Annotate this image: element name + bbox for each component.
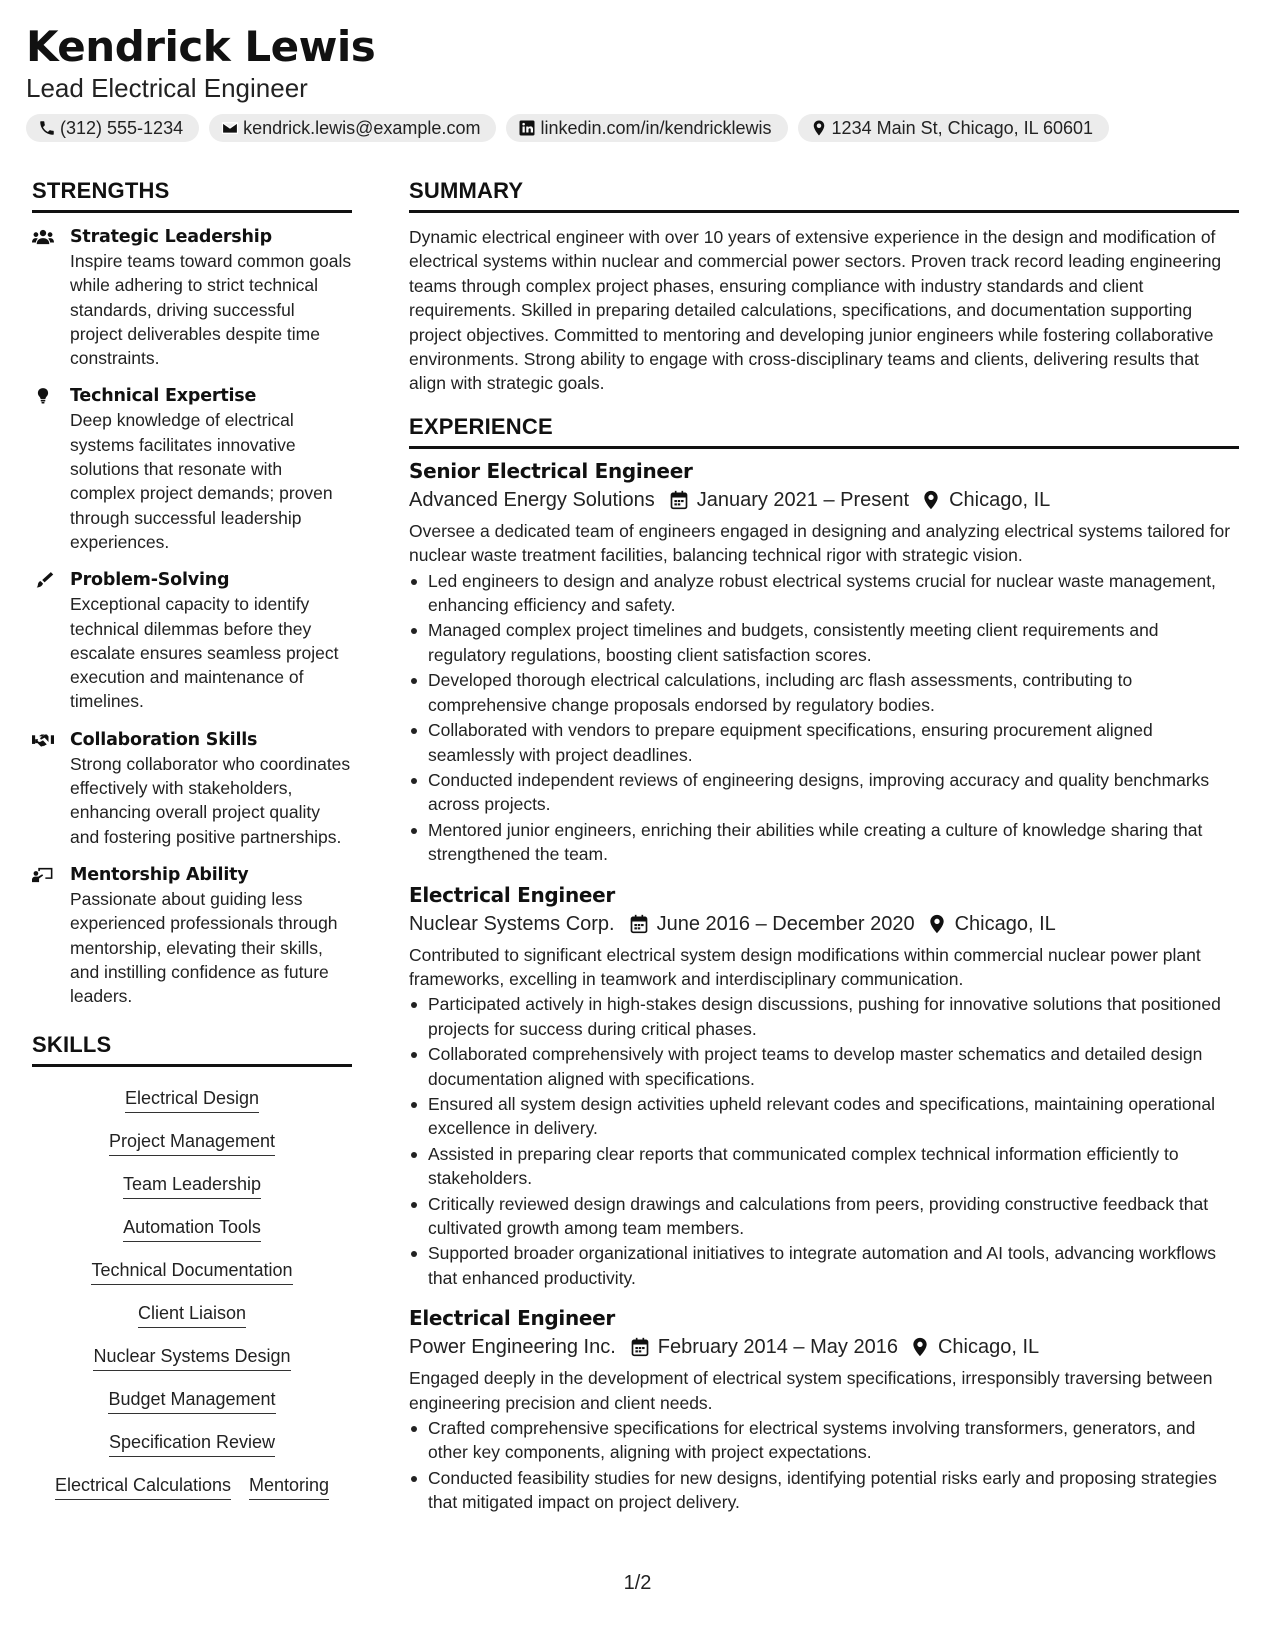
skill-tag: Electrical Calculations [55,1474,231,1500]
job-dates: January 2021 – Present [696,488,910,511]
job-title: Senior Electrical Engineer [409,458,693,483]
brush-icon [32,571,54,589]
strength-desc: Strong collaborator who coordinates effectively with stakeholders, enhancing overall project quality and fostering positive partnerships. [70,753,351,847]
skills-heading: SKILLS [32,1032,352,1067]
job-bullet: Conducted independent reviews of engineering designs, improving accuracy and quality benchmarks across projects. [409,768,1239,817]
job-meta [409,1332,1239,1362]
job-bullet: Led engineers to design and analyze robust electrical systems crucial for nuclear waste management, enhancing efficiency and safety. [409,569,1239,618]
job-company: Power Engineering Inc. [409,1336,616,1359]
contact-address [798,114,1110,142]
strength-title: Collaboration Skills [70,729,258,750]
strength-title: Problem-Solving [70,570,230,591]
strength-desc: Inspire teams toward common goals while adhering to strict technical standards, driving successful project deliverables despite time constraints. [70,251,352,369]
map-pin-icon [810,119,828,137]
linkedin-icon [518,119,536,137]
strength-desc: Exceptional capacity to identify technical dilemmas before they escalate ensures seamless project execution and maintenance of timelines. [70,594,339,712]
strength-title: Mentorship Ability [70,864,249,885]
contact-phone-text: (312) 555-1234 [60,117,184,138]
strength-item [32,728,352,849]
calendar-icon [629,914,649,934]
job-title: Electrical Engineer [409,882,615,907]
job-bullet: Supported broader organizational initiatives to integrate automation and AI tools, advancing workflows that enhanced productivity. [409,1241,1239,1290]
job-description: Contributed to significant electrical system design modifications within commercial nuclear power plant frameworks, excelling in teamwork and interdisciplinary communication. [409,944,1201,989]
job-bullet: Developed thorough electrical calculations, including arc flash assessments, contributing to comprehensive change proposals endorsed by regulatory bodies. [409,668,1239,717]
job-dates: June 2016 – December 2020 [656,912,915,935]
left-column [32,178,352,1517]
summary-heading: SUMMARY [409,178,1239,213]
job-company: Advanced Energy Solutions [409,488,655,511]
contact-address-text: 1234 Main St, Chicago, IL 60601 [831,117,1094,138]
contact-linkedin[interactable] [506,114,787,142]
skill-tag: Automation Tools [123,1216,261,1242]
job-dates: February 2014 – May 2016 [657,1336,898,1359]
job-title: Electrical Engineer [409,1306,615,1331]
strength-title: Technical Expertise [70,386,257,407]
calendar-icon [630,1337,650,1357]
contact-email[interactable] [209,114,496,142]
strength-item [32,225,352,370]
job-company: Nuclear Systems Corp. [409,912,615,935]
skill-tag: Nuclear Systems Design [93,1345,290,1371]
skill-tag: Technical Documentation [91,1259,292,1285]
job-entry [409,1304,1239,1514]
phone-icon [38,119,56,137]
skill-tag: Project Management [109,1130,275,1156]
job-bullet: Conducted feasibility studies for new designs, identifying potential risks early and proposing strategies that mitigated impact on project delivery. [409,1466,1239,1515]
contact-email-text: kendrick.lewis@example.com [243,117,481,138]
strength-desc: Passionate about guiding less experienced professionals through mentorship, elevating their skills, and instilling confidence as future leaders. [70,888,338,1007]
calendar-icon [669,490,689,510]
job-bullet: Participated actively in high-stakes design discussions, pushing for innovative solutions that positioned projects for success during critical phases. [409,992,1239,1041]
skill-tag: Budget Management [108,1388,275,1414]
strengths-heading: STRENGTHS [32,178,352,213]
job-meta [409,909,1239,939]
lightbulb-icon [32,387,54,405]
map-pin-icon [927,914,947,934]
job-description: Oversee a dedicated team of engineers engaged in designing and analyzing electrical systems tailored for nuclear waste treatment facilities, balancing technical rigor with strategic vision. [409,520,1231,566]
job-location: Chicago, IL [937,1336,1040,1359]
job-bullet: Managed complex project timelines and budgets, consistently meeting client requirements and regulatory regulations, boosting client satisfaction scores. [409,618,1239,667]
handshake-icon [32,731,54,749]
users-icon [32,228,54,246]
strength-item [32,384,352,554]
candidate-role: Lead Electrical Engineer [26,73,308,103]
skill-tag: Team Leadership [123,1173,261,1199]
right-column [409,178,1239,1529]
map-pin-icon [921,490,941,510]
job-bullet: Critically reviewed design drawings and calculations from peers, providing constructive feedback that cultivated growth among team members. [409,1192,1239,1241]
contact-bar [26,114,1109,142]
job-bullets [409,1416,1239,1515]
job-entry [409,881,1239,1291]
job-location: Chicago, IL [954,912,1056,935]
candidate-name: Kendrick Lewis [26,22,376,71]
job-bullet: Crafted comprehensive specifications for electrical systems involving transformers, generators, and other key components, aligning with project expectations. [409,1416,1239,1465]
job-bullet: Ensured all system design activities upheld relevant codes and specifications, maintaining operational excellence in delivery. [409,1092,1239,1141]
skill-tag: Mentoring [249,1474,329,1500]
job-bullet: Assisted in preparing clear reports that communicated complex technical information efficiently to stakeholders. [409,1142,1239,1191]
summary-text: Dynamic electrical engineer with over 10 years of extensive experience in the design and modification of electrical systems within nuclear and commercial power sectors. Proven track record leading engineering teams through complex project phases, ensuring compliance with industry standards and client requirements. Skilled in preparing detailed calculations, specifications, and documentation supporting project objectives. Committed to mentoring and developing junior engineers while fostering collaborative environments. Strong ability to engage with cross-disciplinary teams and clients, delivering results that align with strategic goals. [409,227,1222,394]
job-location: Chicago, IL [949,488,1051,511]
envelope-icon [221,119,239,137]
job-bullet: Mentored junior engineers, enriching their abilities while creating a culture of knowledge sharing that strengthened the team. [409,818,1239,867]
job-bullet: Collaborated with vendors to prepare equipment specifications, ensuring procurement aligned seamlessly with project deadlines. [409,718,1239,767]
skill-tag: Specification Review [109,1431,275,1457]
job-meta [409,485,1239,515]
skills-list [32,1083,352,1517]
strength-item [32,568,352,713]
job-bullets [409,992,1239,1290]
experience-heading: EXPERIENCE [409,414,1239,449]
map-pin-icon [910,1337,930,1357]
strength-title: Strategic Leadership [70,227,272,247]
chalkboard-teacher-icon [32,866,54,884]
job-bullet: Collaborated comprehensively with project teams to develop master schematics and detailed design documentation aligned with specifications. [409,1042,1239,1091]
contact-phone[interactable] [26,114,199,142]
strength-desc: Deep knowledge of electrical systems facilitates innovative solutions that resonate with complex project demands; proven through successful leadership experiences. [70,410,333,552]
contact-linkedin-text: linkedin.com/in/kendricklewis [540,117,772,138]
page-number: 1/2 [623,1572,652,1594]
skill-tag: Client Liaison [138,1302,246,1328]
strength-item [32,863,352,1008]
skill-tag: Electrical Design [125,1087,259,1113]
job-entry [409,457,1239,867]
job-bullets [409,569,1239,867]
job-description: Engaged deeply in the development of electrical system specifications, irresponsibly traversing between engineering precision and client needs. [409,1368,1213,1413]
